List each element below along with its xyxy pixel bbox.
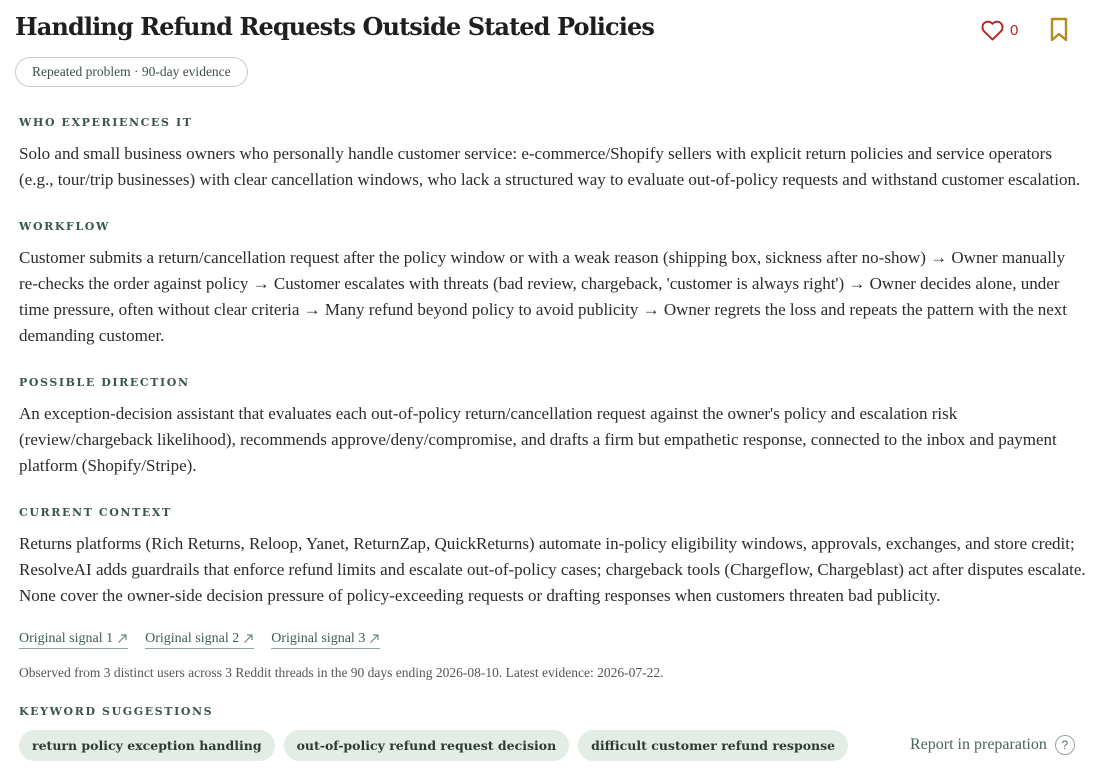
- keyword-chip[interactable]: return policy exception handling: [19, 730, 275, 761]
- page-title: Handling Refund Requests Outside Stated Policies: [15, 12, 654, 41]
- report-status: [910, 733, 1075, 757]
- section-heading: WHO EXPERIENCES IT: [19, 116, 193, 129]
- arrow-up-right-icon: [243, 633, 254, 644]
- original-signals: [19, 629, 380, 649]
- keyword-chip[interactable]: difficult customer refund response: [578, 730, 848, 761]
- signal-link-label: Original signal 1: [19, 631, 114, 646]
- keyword-chip[interactable]: out-of-policy refund request decision: [284, 730, 570, 761]
- like-button[interactable]: [981, 18, 1018, 42]
- section-heading: CURRENT CONTEXT: [19, 506, 172, 519]
- section-heading: POSSIBLE DIRECTION: [19, 376, 190, 389]
- keyword-chips: [19, 730, 848, 761]
- help-icon[interactable]: ?: [1055, 735, 1075, 755]
- bookmark-icon: [1048, 17, 1070, 43]
- bookmark-button[interactable]: [1048, 17, 1070, 47]
- section-current-context: [19, 505, 1089, 609]
- section-workflow: [19, 219, 1089, 349]
- signal-link-label: Original signal 2: [145, 631, 240, 646]
- section-possible-direction: [19, 375, 1089, 479]
- report-status-label: Report in preparation: [910, 736, 1047, 753]
- like-count: 0: [1010, 21, 1019, 39]
- signal-link-2[interactable]: [145, 629, 254, 649]
- heart-icon: [981, 20, 1004, 41]
- signal-link-3[interactable]: [271, 629, 380, 649]
- section-text: Returns platforms (Rich Returns, Reloop, Yanet, ReturnZap, QuickReturns) automate in-policy eligibility windows, approvals, exchanges, and store credit; ResolveAI adds guardrails that enforce refund limits and escalate out-of-policy cases; chargeback tools (Chargeflow, Chargeblast) act after disputes escalate. None cover the owner-side decision pressure of policy-exceeding requests or drafting responses when customers threaten bad publicity.: [19, 534, 1086, 605]
- keyword-suggestions-heading: KEYWORD SUGGESTIONS: [19, 705, 214, 718]
- section-text: Solo and small business owners who personally handle customer service: e-commerce/Shopify sellers with explicit return policies and service operators (e.g., tour/trip businesses) with clear cancellation windows, who lack a structured way to evaluate out-of-policy requests and withstand customer escalation.: [19, 144, 1081, 189]
- section-who-experiences-it: [19, 115, 1089, 193]
- arrow-up-right-icon: [369, 633, 380, 644]
- observed-summary: Observed from 3 distinct users across 3 Reddit threads in the 90 days ending 2026-08-10. Latest evidence: 2026-07-22.: [19, 665, 664, 680]
- section-text: An exception-decision assistant that evaluates each out-of-policy return/cancellation request against the owner's policy and escalation risk (review/chargeback likelihood), recommends approve/deny/compromise, and drafts a firm but empathetic response, connected to the inbox and payment platform (Shopify/Stripe).: [19, 404, 1057, 475]
- evidence-badge: Repeated problem · 90-day evidence: [15, 57, 248, 87]
- section-text: Customer submits a return/cancellation request after the policy window or with a weak reason (shipping box, sickness after no-show) → Owner manually re-checks the order against policy → Customer escalates with threats (bad review, chargeback, 'customer is always right') → Owner decides alone, under time pressure, often without clear criteria → Many refund beyond policy to avoid publicity → Owner regrets the loss and repeats the pattern with the next demanding customer.: [19, 248, 1068, 345]
- arrow-up-right-icon: [117, 633, 128, 644]
- signal-link-label: Original signal 3: [271, 631, 366, 646]
- section-heading: WORKFLOW: [19, 220, 110, 233]
- signal-link-1[interactable]: [19, 629, 128, 649]
